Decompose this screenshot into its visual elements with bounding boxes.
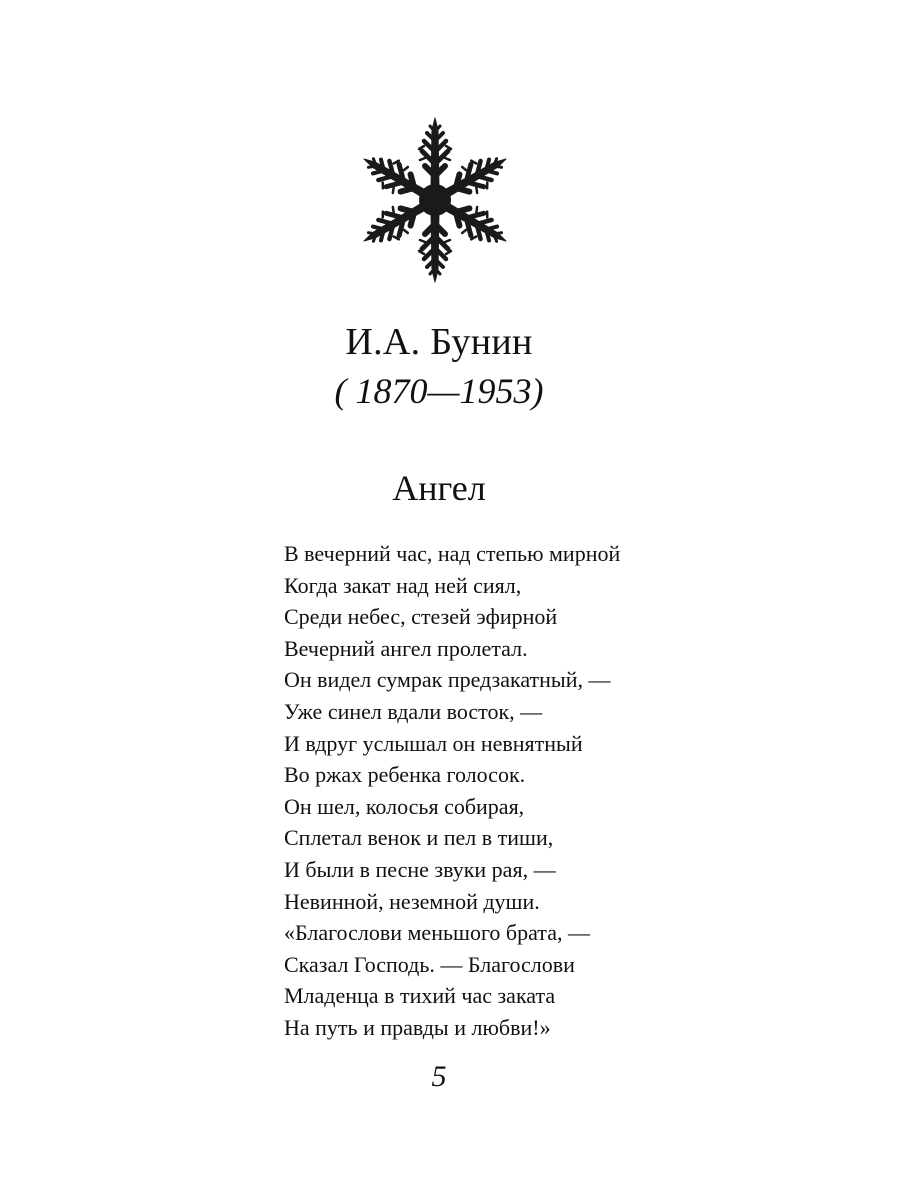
poem-line: Уже синел вдали восток, — [284,698,543,724]
poem-line: На путь и правды и любви!» [284,1014,551,1040]
page-number: 5 [431,1060,447,1093]
poem-text [284,538,704,1044]
poem-line: Он шел, колосья собирая, [284,793,525,819]
poem-line: Вечерний ангел пролетал. [284,635,528,661]
poem-line: В вечерний час, над степью мирной [284,541,621,566]
author-name: И.А. Бунин [345,321,533,363]
poem-line: Младенца в тихий час заката [284,983,556,1009]
poem-line: И вдруг услышал он невнятный [284,730,583,756]
poem-line: Среди небес, стезей эфирной [284,604,558,630]
author-life-dates: ( 1870—1953) [334,371,544,411]
poem-title: Ангел [392,468,486,508]
poem-line: «Благослови меньшого брата, — [284,920,590,946]
poem-line: Во ржах ребенка голосок. [284,762,526,788]
poem-line: И были в песне звуки рая, — [284,856,556,882]
poem-line: Сказал Господь. — Благослови [284,951,575,977]
poem-line: Невинной, неземной души. [284,888,540,914]
snowflake-icon [360,115,510,285]
poem-line: Сплетал венок и пел в тиши, [284,825,554,851]
poem-line: Он видел сумрак предзакатный, — [284,667,611,693]
poem-line: Когда закат над ней сиял, [284,572,522,598]
